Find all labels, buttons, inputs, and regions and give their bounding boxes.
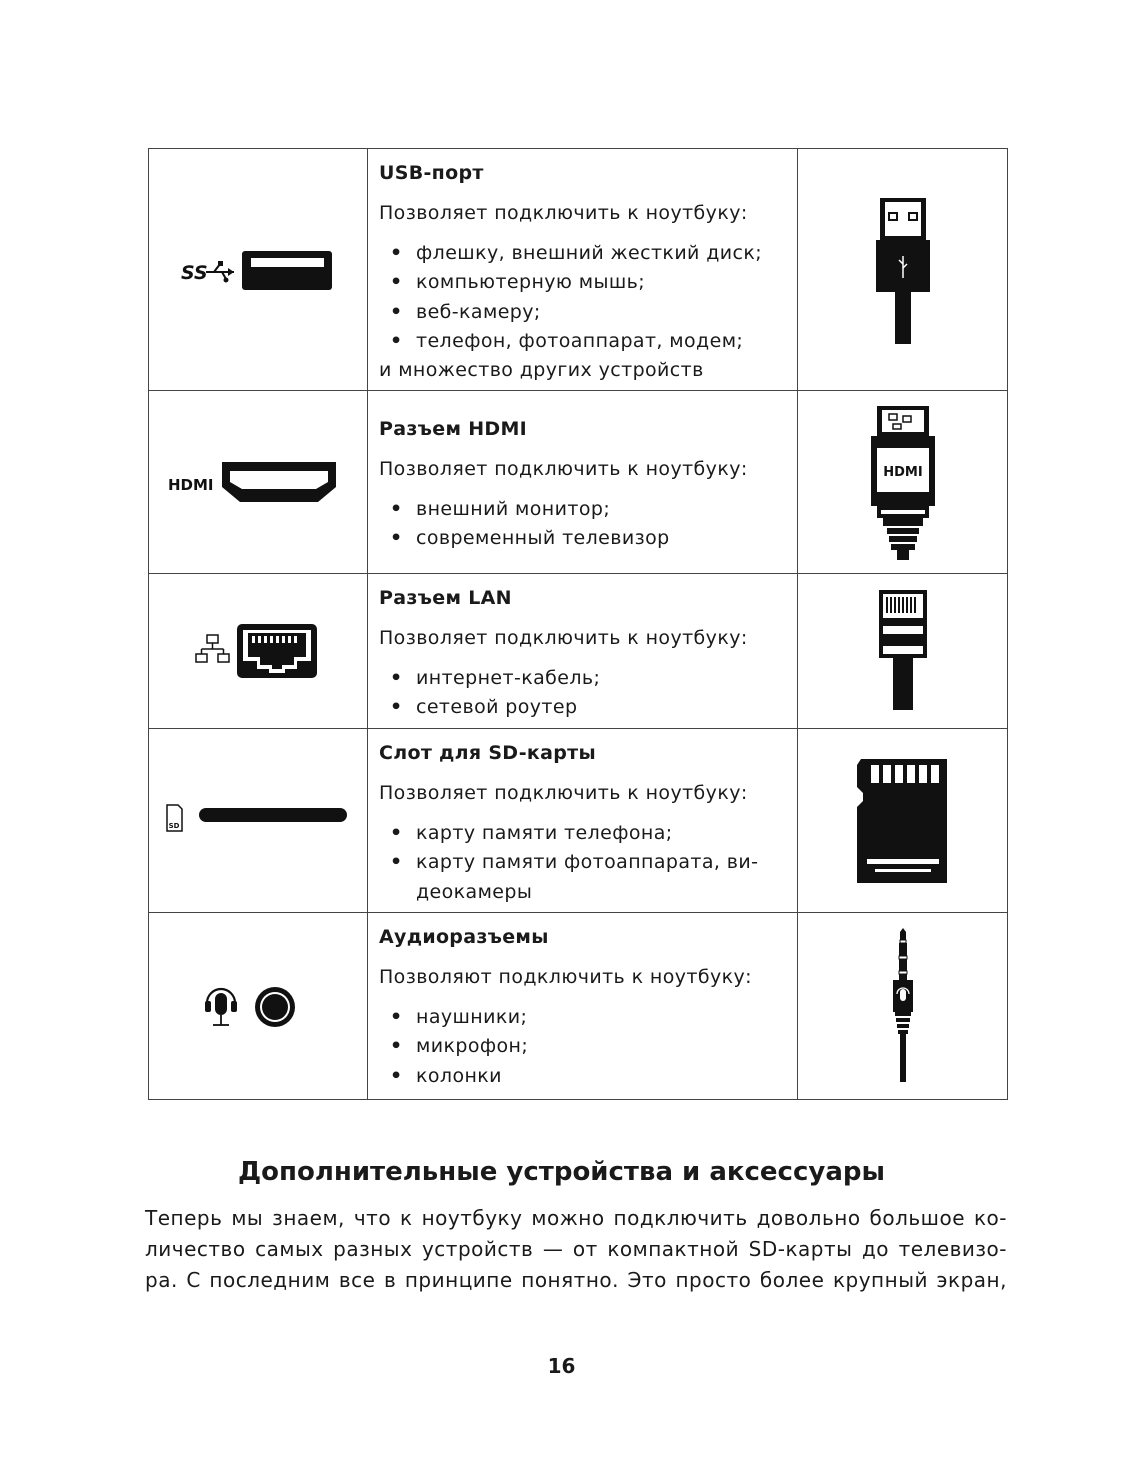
table-row-audio bbox=[149, 913, 1008, 1100]
sd-slot-icon bbox=[163, 801, 353, 841]
list-item: • сетевой роутер bbox=[379, 693, 789, 722]
sd-label: SD bbox=[168, 821, 180, 830]
port-lead: Позволяет подключить к ноутбуку: bbox=[379, 627, 748, 649]
list-item: • современный телевизор bbox=[379, 524, 789, 553]
device-list bbox=[379, 1003, 789, 1091]
description-cell bbox=[368, 574, 798, 729]
list-item: • внешний монитор; bbox=[379, 495, 789, 524]
port-cell bbox=[149, 149, 368, 391]
plug-cell bbox=[798, 391, 1008, 574]
list-item: • микрофон; bbox=[379, 1032, 789, 1061]
port-tail: и множество других устройств bbox=[379, 359, 704, 382]
list-item: • веб-камеру; bbox=[379, 298, 789, 327]
device-list bbox=[379, 819, 789, 907]
device-list bbox=[379, 239, 789, 356]
audio-jack-plug-icon bbox=[883, 926, 923, 1086]
port-cell bbox=[149, 391, 368, 574]
paragraph-line: личество самых разных устройств — от компактной SD-карты до телевизо- bbox=[145, 1237, 1007, 1261]
description-cell bbox=[368, 729, 798, 913]
paragraph-line: Теперь мы знаем, что к ноутбуку можно подключить довольно большое ко- bbox=[145, 1206, 1007, 1230]
port-title: Разъем HDMI bbox=[379, 418, 528, 440]
plug-cell bbox=[798, 913, 1008, 1100]
port-cell bbox=[149, 913, 368, 1100]
hdmi-label: HDMI bbox=[168, 476, 214, 494]
device-list bbox=[379, 495, 789, 554]
list-item: • наушники; bbox=[379, 1003, 789, 1032]
sd-card-icon bbox=[853, 755, 953, 887]
plug-cell bbox=[798, 574, 1008, 729]
plug-cell bbox=[798, 729, 1008, 913]
table-row-sd bbox=[149, 729, 1008, 913]
list-item-line: деокамеры bbox=[416, 880, 533, 903]
port-lead: Позволяет подключить к ноутбуку: bbox=[379, 202, 748, 224]
table-row-usb bbox=[149, 149, 1008, 391]
description-cell bbox=[368, 391, 798, 574]
list-item-line: карту памяти фотоаппарата, ви- bbox=[416, 851, 759, 874]
plug-cell bbox=[798, 149, 1008, 391]
usb-plug-icon bbox=[868, 190, 938, 350]
port-lead: Позволяют подключить к ноутбуку: bbox=[379, 966, 752, 988]
lan-plug-icon bbox=[873, 586, 933, 716]
list-item: • интернет-кабель; bbox=[379, 664, 789, 693]
list-item: • карту памяти телефона; bbox=[379, 819, 789, 848]
list-item bbox=[379, 848, 789, 907]
port-title: Аудиоразъемы bbox=[379, 926, 549, 948]
ports-table bbox=[148, 148, 1008, 1100]
list-item: • флешку, внешний жесткий диск; bbox=[379, 239, 789, 268]
list-item: • компьютерную мышь; bbox=[379, 268, 789, 297]
list-item: • телефон, фотоаппарат, модем; bbox=[379, 327, 789, 356]
port-title: Разъем LAN bbox=[379, 587, 512, 609]
port-title: Слот для SD-карты bbox=[379, 742, 596, 764]
table-row-hdmi bbox=[149, 391, 1008, 574]
audio-port-icon bbox=[203, 981, 313, 1031]
section-heading: Дополнительные устройства и аксессуары bbox=[237, 1157, 886, 1187]
description-cell bbox=[368, 149, 798, 391]
hdmi-port-icon bbox=[168, 457, 348, 507]
port-cell bbox=[149, 574, 368, 729]
body-paragraph bbox=[145, 1203, 1007, 1296]
port-lead: Позволяет подключить к ноутбуку: bbox=[379, 782, 748, 804]
usb-port-icon bbox=[178, 245, 338, 295]
paragraph-line: ра. С последним все в принципе понятно. Это просто более крупный экран, bbox=[145, 1268, 1007, 1292]
hdmi-plug-icon bbox=[863, 402, 943, 562]
page-number: 16 bbox=[547, 1354, 576, 1378]
table-row-lan bbox=[149, 574, 1008, 729]
lan-port-icon bbox=[193, 621, 323, 681]
port-lead: Позволяет подключить к ноутбуку: bbox=[379, 458, 748, 480]
device-list bbox=[379, 664, 789, 723]
port-title: USB-порт bbox=[379, 162, 484, 184]
port-cell bbox=[149, 729, 368, 913]
hdmi-plug-label: HDMI bbox=[882, 465, 923, 480]
description-cell bbox=[368, 913, 798, 1100]
list-item: • колонки bbox=[379, 1062, 789, 1091]
superspeed-label: SS bbox=[181, 261, 208, 284]
